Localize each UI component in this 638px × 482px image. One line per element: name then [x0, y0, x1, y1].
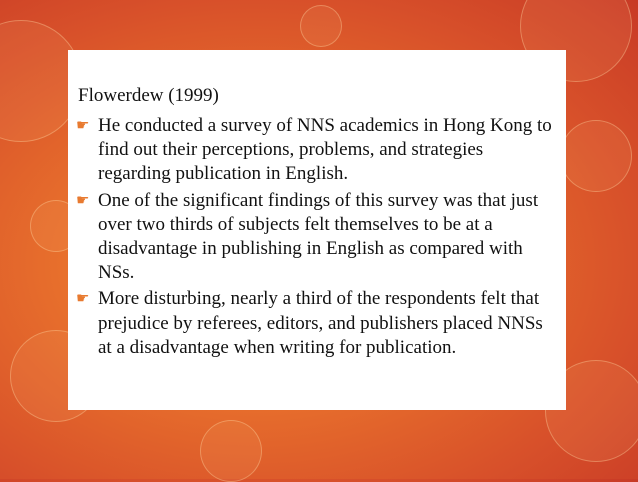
bullet-list	[76, 114, 560, 362]
bullet-item	[76, 114, 560, 187]
bullet-text: He conducted a survey of NNS academics in Hong Kong to find out their perceptions, problems, and strategies regarding publication in English.	[98, 115, 552, 185]
bullet-text: One of the significant findings of this survey was that just over two thirds of subjects felt themselves to be at a disadvantage in publishing in English as compared with NSs.	[98, 189, 539, 284]
background-bubble	[200, 420, 262, 482]
background-bubble	[560, 120, 632, 192]
bullet-item	[76, 189, 560, 286]
background-bubble	[300, 5, 342, 47]
slide-heading: Flowerdew (1999)	[78, 85, 219, 106]
slide-content-panel	[68, 50, 566, 410]
hand-pointer-icon: ☛	[76, 118, 90, 134]
hand-pointer-icon: ☛	[76, 291, 90, 308]
hand-pointer-icon: ☛	[76, 192, 90, 209]
bullet-item	[76, 287, 560, 360]
bullet-text: More disturbing, nearly a third of the respondents felt that prejudice by referees, editors, and publishers placed NNSs at a disadvantage when writing for publication.	[98, 288, 543, 358]
